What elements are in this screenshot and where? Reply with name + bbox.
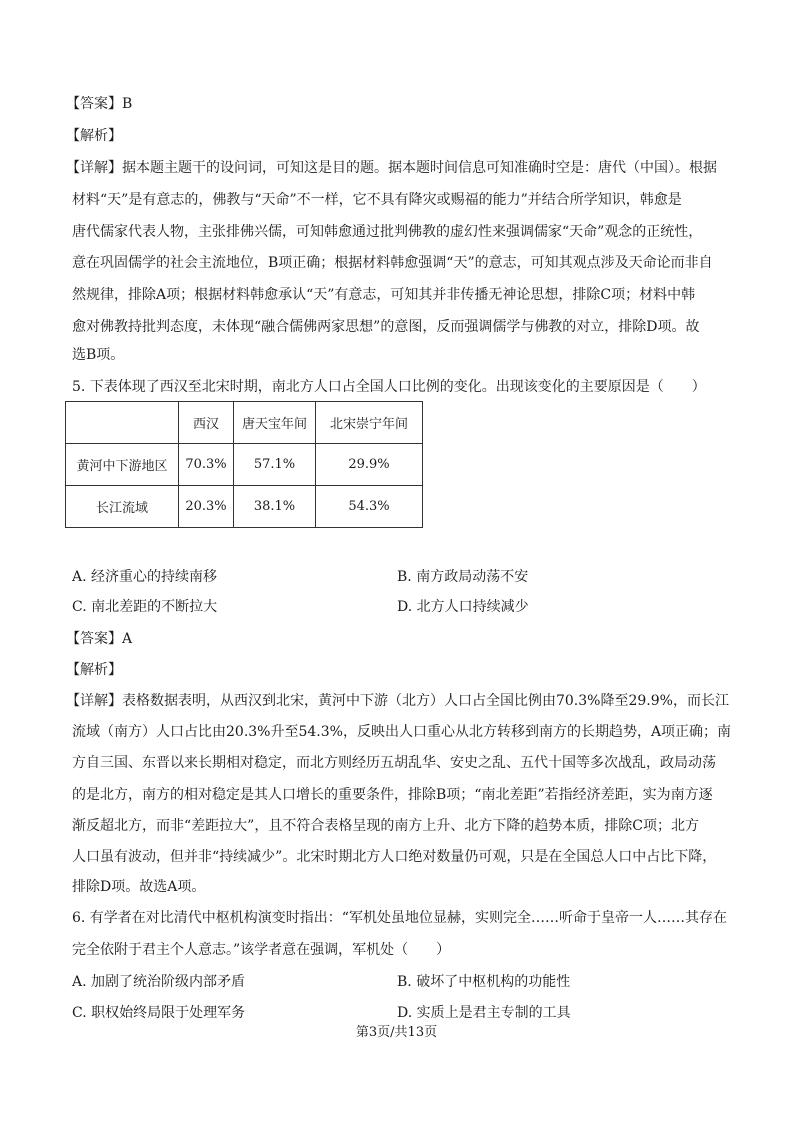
table-cell: 38.1% bbox=[234, 486, 316, 528]
page-number: 第3页/共13页 bbox=[355, 1025, 438, 1040]
q5-detail-line: 流域（南方）人口占比由20.3%升至54.3%，反映出人口重心从北方转移到南方的长期趋势，A项正确；南 bbox=[72, 724, 732, 740]
q4-detail-line: 【详解】据本题主题干的设问词，可知这是目的题。据本题时间信息可知准确时空是：唐代（中国）。根据 bbox=[66, 160, 717, 176]
table-cell: 54.3% bbox=[316, 486, 423, 528]
q5-option-c: C. 南北差距的不断拉大 bbox=[72, 599, 218, 615]
table-header-cell: 北宋崇宁年间 bbox=[316, 402, 423, 444]
q6-stem-line: 6. 有学者在对比清代中枢机构演变时指出：“军机处虽地位显赫，实则完全……听命于皇帝一人……其存在 bbox=[72, 910, 727, 926]
table-row bbox=[66, 486, 423, 528]
q5-detail-line: 方自三国、东晋以来长期相对稳定，而北方则经历五胡乱华、安史之乱、五代十国等多次战乱，政局动荡 bbox=[72, 755, 716, 771]
q5-detail-line: 人口虽有波动，但并非“持续减少”。北宋时期北方人口绝对数量仍可观，只是在全国总人口中占比下降， bbox=[72, 849, 717, 865]
q6-option-a: A. 加剧了统治阶级内部矛盾 bbox=[72, 974, 246, 990]
q4-detail-line: 愈对佛教持批判态度，未体现“融合儒佛两家思想”的意图，反而强调儒学与佛教的对立，排除D项。故 bbox=[72, 319, 700, 335]
q5-option-b: B. 南方政局动荡不安 bbox=[397, 569, 529, 585]
table-cell: 29.9% bbox=[316, 444, 423, 486]
table-cell: 57.1% bbox=[234, 444, 316, 486]
table-cell: 黄河中下游地区 bbox=[66, 444, 179, 486]
q4-detail-line: 材料“天”是有意志的，佛教与“天命”不一样，它不具有降灾或赐福的能力”并结合所学知识，韩愈是 bbox=[72, 192, 682, 208]
table-cell: 20.3% bbox=[179, 486, 234, 528]
q5-detail-line: 【详解】表格数据表明，从西汉到北宋，黄河中下游（北方）人口占全国比例由70.3%降至29.9%，而长江 bbox=[66, 693, 729, 709]
q4-detail-line: 然规律，排除A项；根据材料韩愈承认“天”有意志，可知其并非传播无神论思想，排除C项；材料中韩 bbox=[72, 287, 696, 303]
q5-detail-line: 的是北方，南方的相对稳定是其人口增长的重要条件，排除B项；“南北差距”若指经济差距，实为南方逐 bbox=[72, 787, 713, 803]
q5-detail-line: 渐反超北方，而非“差距拉大”，且不符合表格呈现的南方上升、北方下降的趋势本质，排除C项；北方 bbox=[72, 818, 700, 834]
q5-option-d: D. 北方人口持续减少 bbox=[397, 599, 529, 615]
q6-option-b: B. 破坏了中枢机构的功能性 bbox=[397, 974, 571, 990]
q5-option-a: A. 经济重心的持续南移 bbox=[72, 569, 218, 585]
q5-population-table bbox=[65, 401, 423, 528]
q5-analysis-label: 【解析】 bbox=[66, 662, 122, 678]
q6-stem-line: 完全依附于君主个人意志。”该学者意在强调，军机处（ ） bbox=[72, 942, 451, 958]
table-header-cell: 唐天宝年间 bbox=[234, 402, 316, 444]
q6-option-d: D. 实质上是君主专制的工具 bbox=[397, 1005, 571, 1021]
q6-option-c: C. 职权始终局限于处理军务 bbox=[72, 1005, 246, 1021]
q5-detail-line: 排除D项。故选A项。 bbox=[72, 879, 206, 895]
table-header-row bbox=[66, 402, 423, 444]
q4-answer: 【答案】B bbox=[66, 96, 133, 112]
table-row bbox=[66, 444, 423, 486]
table-header-cell: 西汉 bbox=[179, 402, 234, 444]
table-cell: 长江流域 bbox=[66, 486, 179, 528]
q5-stem: 5. 下表体现了西汉至北宋时期，南北方人口占全国人口比例的变化。出现该变化的主要原因是（ ） bbox=[72, 379, 706, 395]
q4-detail-line: 选B项。 bbox=[72, 347, 125, 363]
q4-detail-line: 唐代儒家代表人物，主张排佛兴儒，可知韩愈通过批判佛教的虚幻性来强调儒家“天命”观念的正统性， bbox=[72, 224, 703, 240]
q5-answer: 【答案】A bbox=[66, 631, 133, 647]
q4-detail-line: 意在巩固儒学的社会主流地位，B项正确；根据材料韩愈强调“天”的意志，可知其观点涉及天命论而非自 bbox=[72, 255, 713, 271]
table-header-cell bbox=[66, 402, 179, 444]
table-cell: 70.3% bbox=[179, 444, 234, 486]
q4-analysis-label: 【解析】 bbox=[66, 128, 122, 144]
